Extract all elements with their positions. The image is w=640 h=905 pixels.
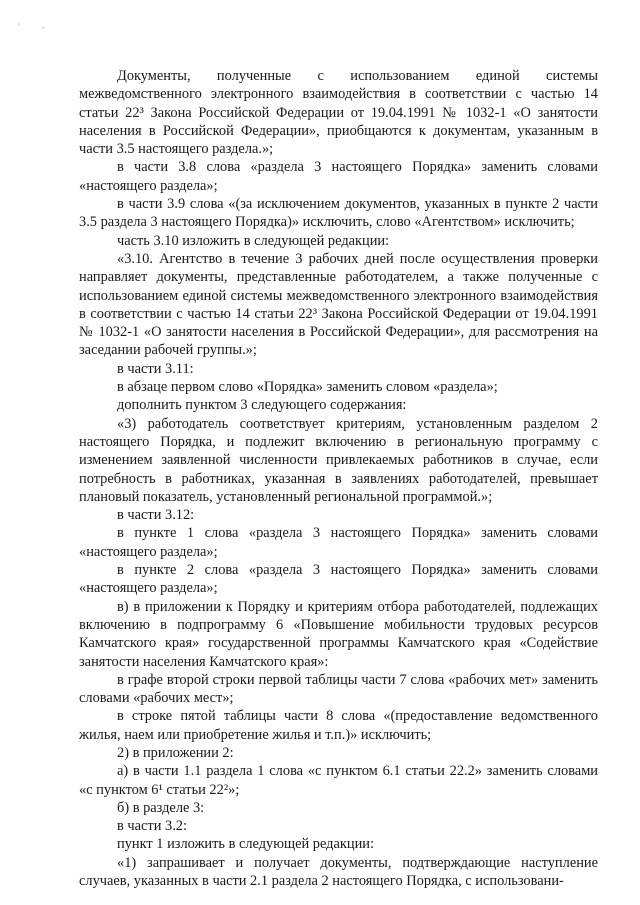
scan-marks: ' ‐ <box>18 22 55 32</box>
document-body <box>79 67 598 890</box>
paragraph-18: б) в разделе 3: <box>117 799 205 816</box>
paragraph-4: часть 3.10 изложить в следующей редакции: <box>117 232 390 249</box>
paragraph-12: в пункте 2 слова «раздела 3 настоящего Порядка» заменить словами «настоящего раздела»; <box>79 562 598 597</box>
paragraph-20: пункт 1 изложить в следующей редакции: <box>117 836 374 853</box>
paragraph-6: в части 3.11: <box>117 360 194 377</box>
paragraph-13: в) в приложении к Порядку и критериям отбора работодателей, подлежащих включению в подпрограмму 6 «Повышение мобильности трудовых ресурсов Камчатского края» государственной программы Камчатского края «Содействие занятости населения Камчатского края»: <box>79 598 598 670</box>
paragraph-17: а) в части 1.1 раздела 1 слова «с пунктом 6.1 статьи 22.2» заменить словами «с пунктом 6¹ статьи 22²»; <box>79 763 598 798</box>
paragraph-9: «3) работодатель соответствует критериям, установленным разделом 2 настоящего Порядка, и подлежит включению в региональную программу с изменением заявленной численности привлекаемых работников в случае, если потребность в работниках, указанная в заявлениях работодателей, превышает плановый показатель, установленный региональной программой.»; <box>79 415 598 505</box>
paragraph-10: в части 3.12: <box>117 507 195 524</box>
paragraph-1: Документы, полученные с использованием единой системы межведомственного электронного взаимодействия в соответствии с частью 14 статьи 22³ Закона Российской Федерации от 19.04.1991 № 1032-1 «О занятости населения в Российской Федерации», приобщаются к документам, указанным в части 3.5 настоящего раздела.»; <box>79 68 598 158</box>
paragraph-8: дополнить пунктом 3 следующего содержания: <box>117 397 407 414</box>
paragraph-19: в части 3.2: <box>117 818 187 835</box>
paragraph-7: в абзаце первом слово «Порядка» заменить словом «раздела»; <box>117 379 498 396</box>
paragraph-2: в части 3.8 слова «раздела 3 настоящего Порядка» заменить словами «настоящего раздела»; <box>79 159 598 194</box>
paragraph-11: в пункте 1 слова «раздела 3 настоящего Порядка» заменить словами «настоящего раздела»; <box>79 525 598 560</box>
paragraph-16: 2) в приложении 2: <box>117 744 234 761</box>
paragraph-3: в части 3.9 слова «(за исключением документов, указанных в пункте 2 части 3.5 раздела 3 настоящего Порядка)» исключить, слово «Агентством» исключить; <box>79 196 598 231</box>
paragraph-5: «3.10. Агентство в течение 3 рабочих дней после осуществления проверки направляет документы, представленные работодателем, а также полученные с использованием единой системы межведомственного электронного взаимодействия в соответствии с частью 14 статьи 22³ Закона Российской Федерации от 19.04.1991 № 1032-1 «О занятости населения в Российской Федерации», для рассмотрения на заседании рабочей группы.»; <box>79 250 598 359</box>
paragraph-21: «1) запрашивает и получает документы, подтверждающие наступление случаев, указанных в части 2.1 раздела 2 настоящего Порядка, с использовани- <box>79 854 598 890</box>
paragraph-15: в строке пятой таблицы части 8 слова «(предоставление ведомственного жилья, наем или приобретение жилья и т.п.)» исключить; <box>79 708 598 743</box>
paragraph-14: в графе второй строки первой таблицы части 7 слова «рабочих мет» заменить словами «рабочих мест»; <box>79 671 598 707</box>
